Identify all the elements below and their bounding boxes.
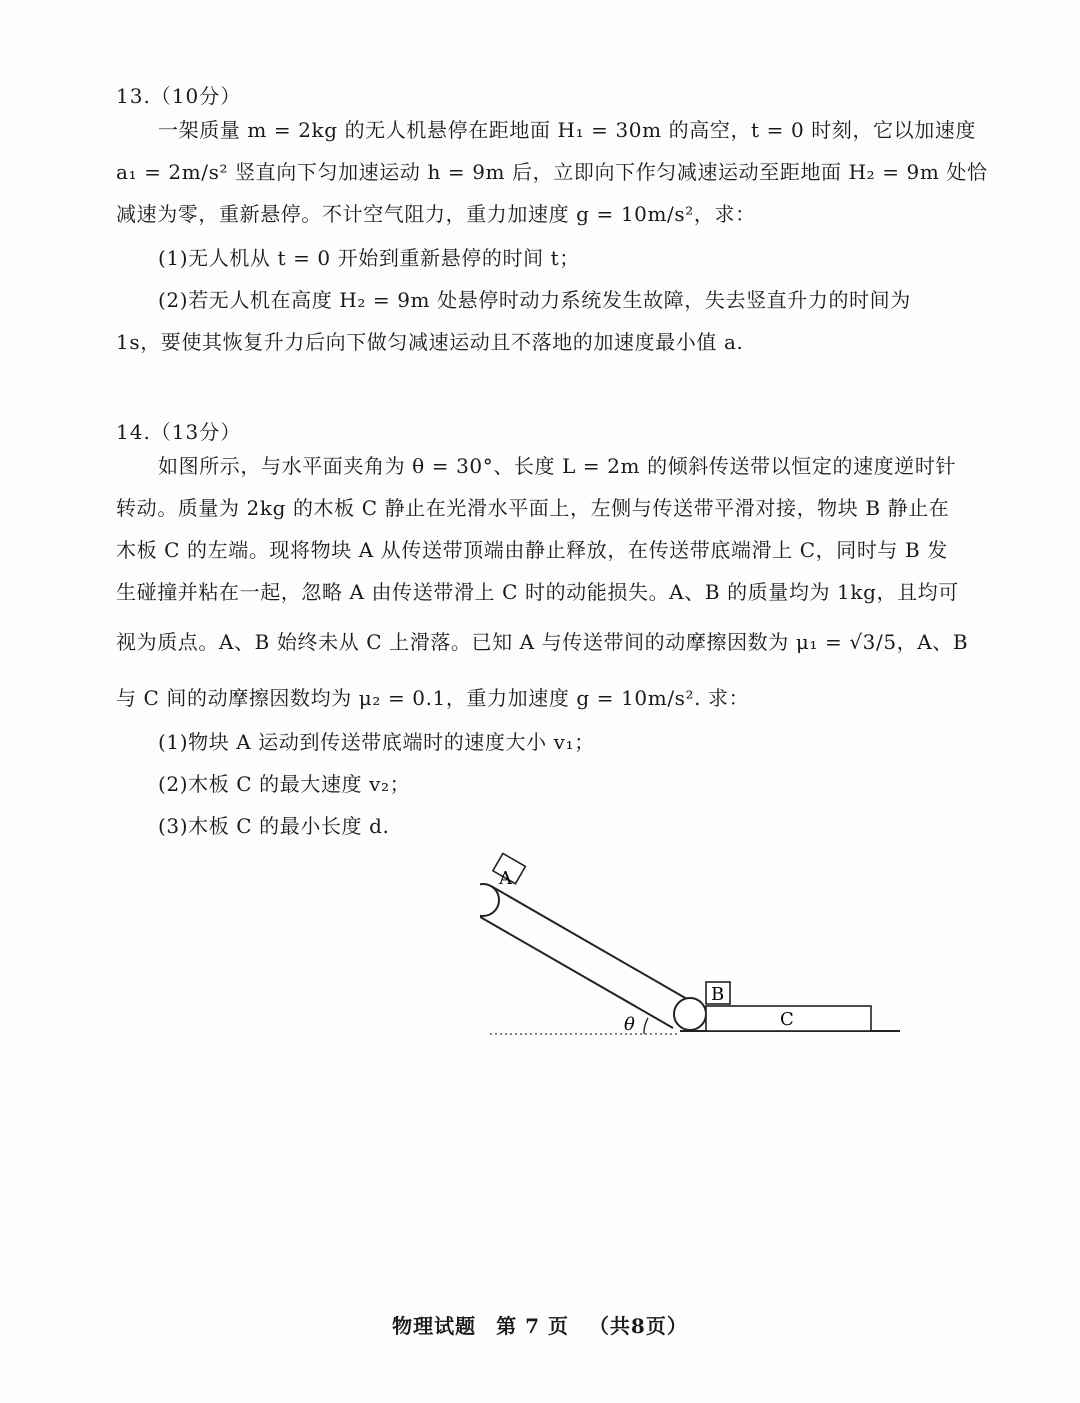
- q13-subquestion-2-line-1: (2)若无人机在高度 H₂ = 9m 处悬停时动力系统发生故障，失去竖直升力的时间为: [158, 288, 911, 312]
- label-b: B: [711, 984, 725, 1005]
- q14-text-line-5: 视为质点。A、B 始终未从 C 上滑落。已知 A 与传送带间的动摩擦因数为 μ₁ = √3/5，A、B: [116, 630, 969, 654]
- footer-total-pages: （共8页）: [588, 1314, 688, 1338]
- label-c: C: [780, 1009, 794, 1030]
- q14-text-line-2: 转动。质量为 2kg 的木板 C 静止在光滑水平面上，左侧与传送带平滑对接，物块 B 静止在: [116, 496, 950, 520]
- q13-text-line-2: a₁ = 2m/s² 竖直向下匀加速运动 h = 9m 后，立即向下作匀减速运动至距地面 H₂ = 9m 处恰: [116, 160, 988, 184]
- q14-subquestion-1: (1)物块 A 运动到传送带底端时的速度大小 v₁；: [158, 730, 595, 754]
- footer-page-number: 第 7 页: [496, 1314, 569, 1338]
- q13-subquestion-1: (1)无人机从 t = 0 开始到重新悬停的时间 t；: [158, 246, 580, 270]
- page-footer: [0, 1310, 1080, 1339]
- q13-text-line-1: 一架质量 m = 2kg 的无人机悬停在距地面 H₁ = 30m 的高空，t = 0 时刻，它以加速度: [158, 118, 977, 142]
- label-a: A: [499, 868, 512, 889]
- question-14-heading: 14.（13分）: [116, 420, 242, 444]
- label-theta: θ: [624, 1014, 635, 1035]
- theta-arc: [644, 1018, 648, 1034]
- q14-subquestion-2: (2)木板 C 的最大速度 v₂；: [158, 772, 411, 796]
- q14-text-line-6: 与 C 间的动摩擦因数均为 μ₂ = 0.1，重力加速度 g = 10m/s². 求：: [116, 686, 750, 710]
- q14-text-line-4: 生碰撞并粘在一起，忽略 A 由传送带滑上 C 时的动能损失。A、B 的质量均为 1kg，且均可: [116, 580, 959, 604]
- footer-subject: 物理试题: [392, 1314, 477, 1338]
- q14-text-line-1: 如图所示，与水平面夹角为 θ = 30°、长度 L = 2m 的倾斜传送带以恒定的速度逆时针: [158, 454, 957, 478]
- q14-subquestion-3: (3)木板 C 的最小长度 d.: [158, 814, 390, 838]
- bottom-pulley: [674, 998, 706, 1030]
- belt-top-edge: [491, 886, 687, 999]
- conveyor-diagram: [480, 850, 910, 1050]
- q13-text-line-3: 减速为零，重新悬停。不计空气阻力，重力加速度 g = 10m/s²，求：: [116, 202, 756, 226]
- q13-subquestion-2-line-2: 1s，要使其恢复升力后向下做匀减速运动且不落地的加速度最小值 a.: [116, 330, 744, 354]
- q14-text-line-3: 木板 C 的左端。现将物块 A 从传送带顶端由静止释放，在传送带底端滑上 C，同时与 B 发: [116, 538, 948, 562]
- belt-bottom-edge: [480, 914, 673, 1028]
- question-13-heading: 13.（10分）: [116, 84, 242, 108]
